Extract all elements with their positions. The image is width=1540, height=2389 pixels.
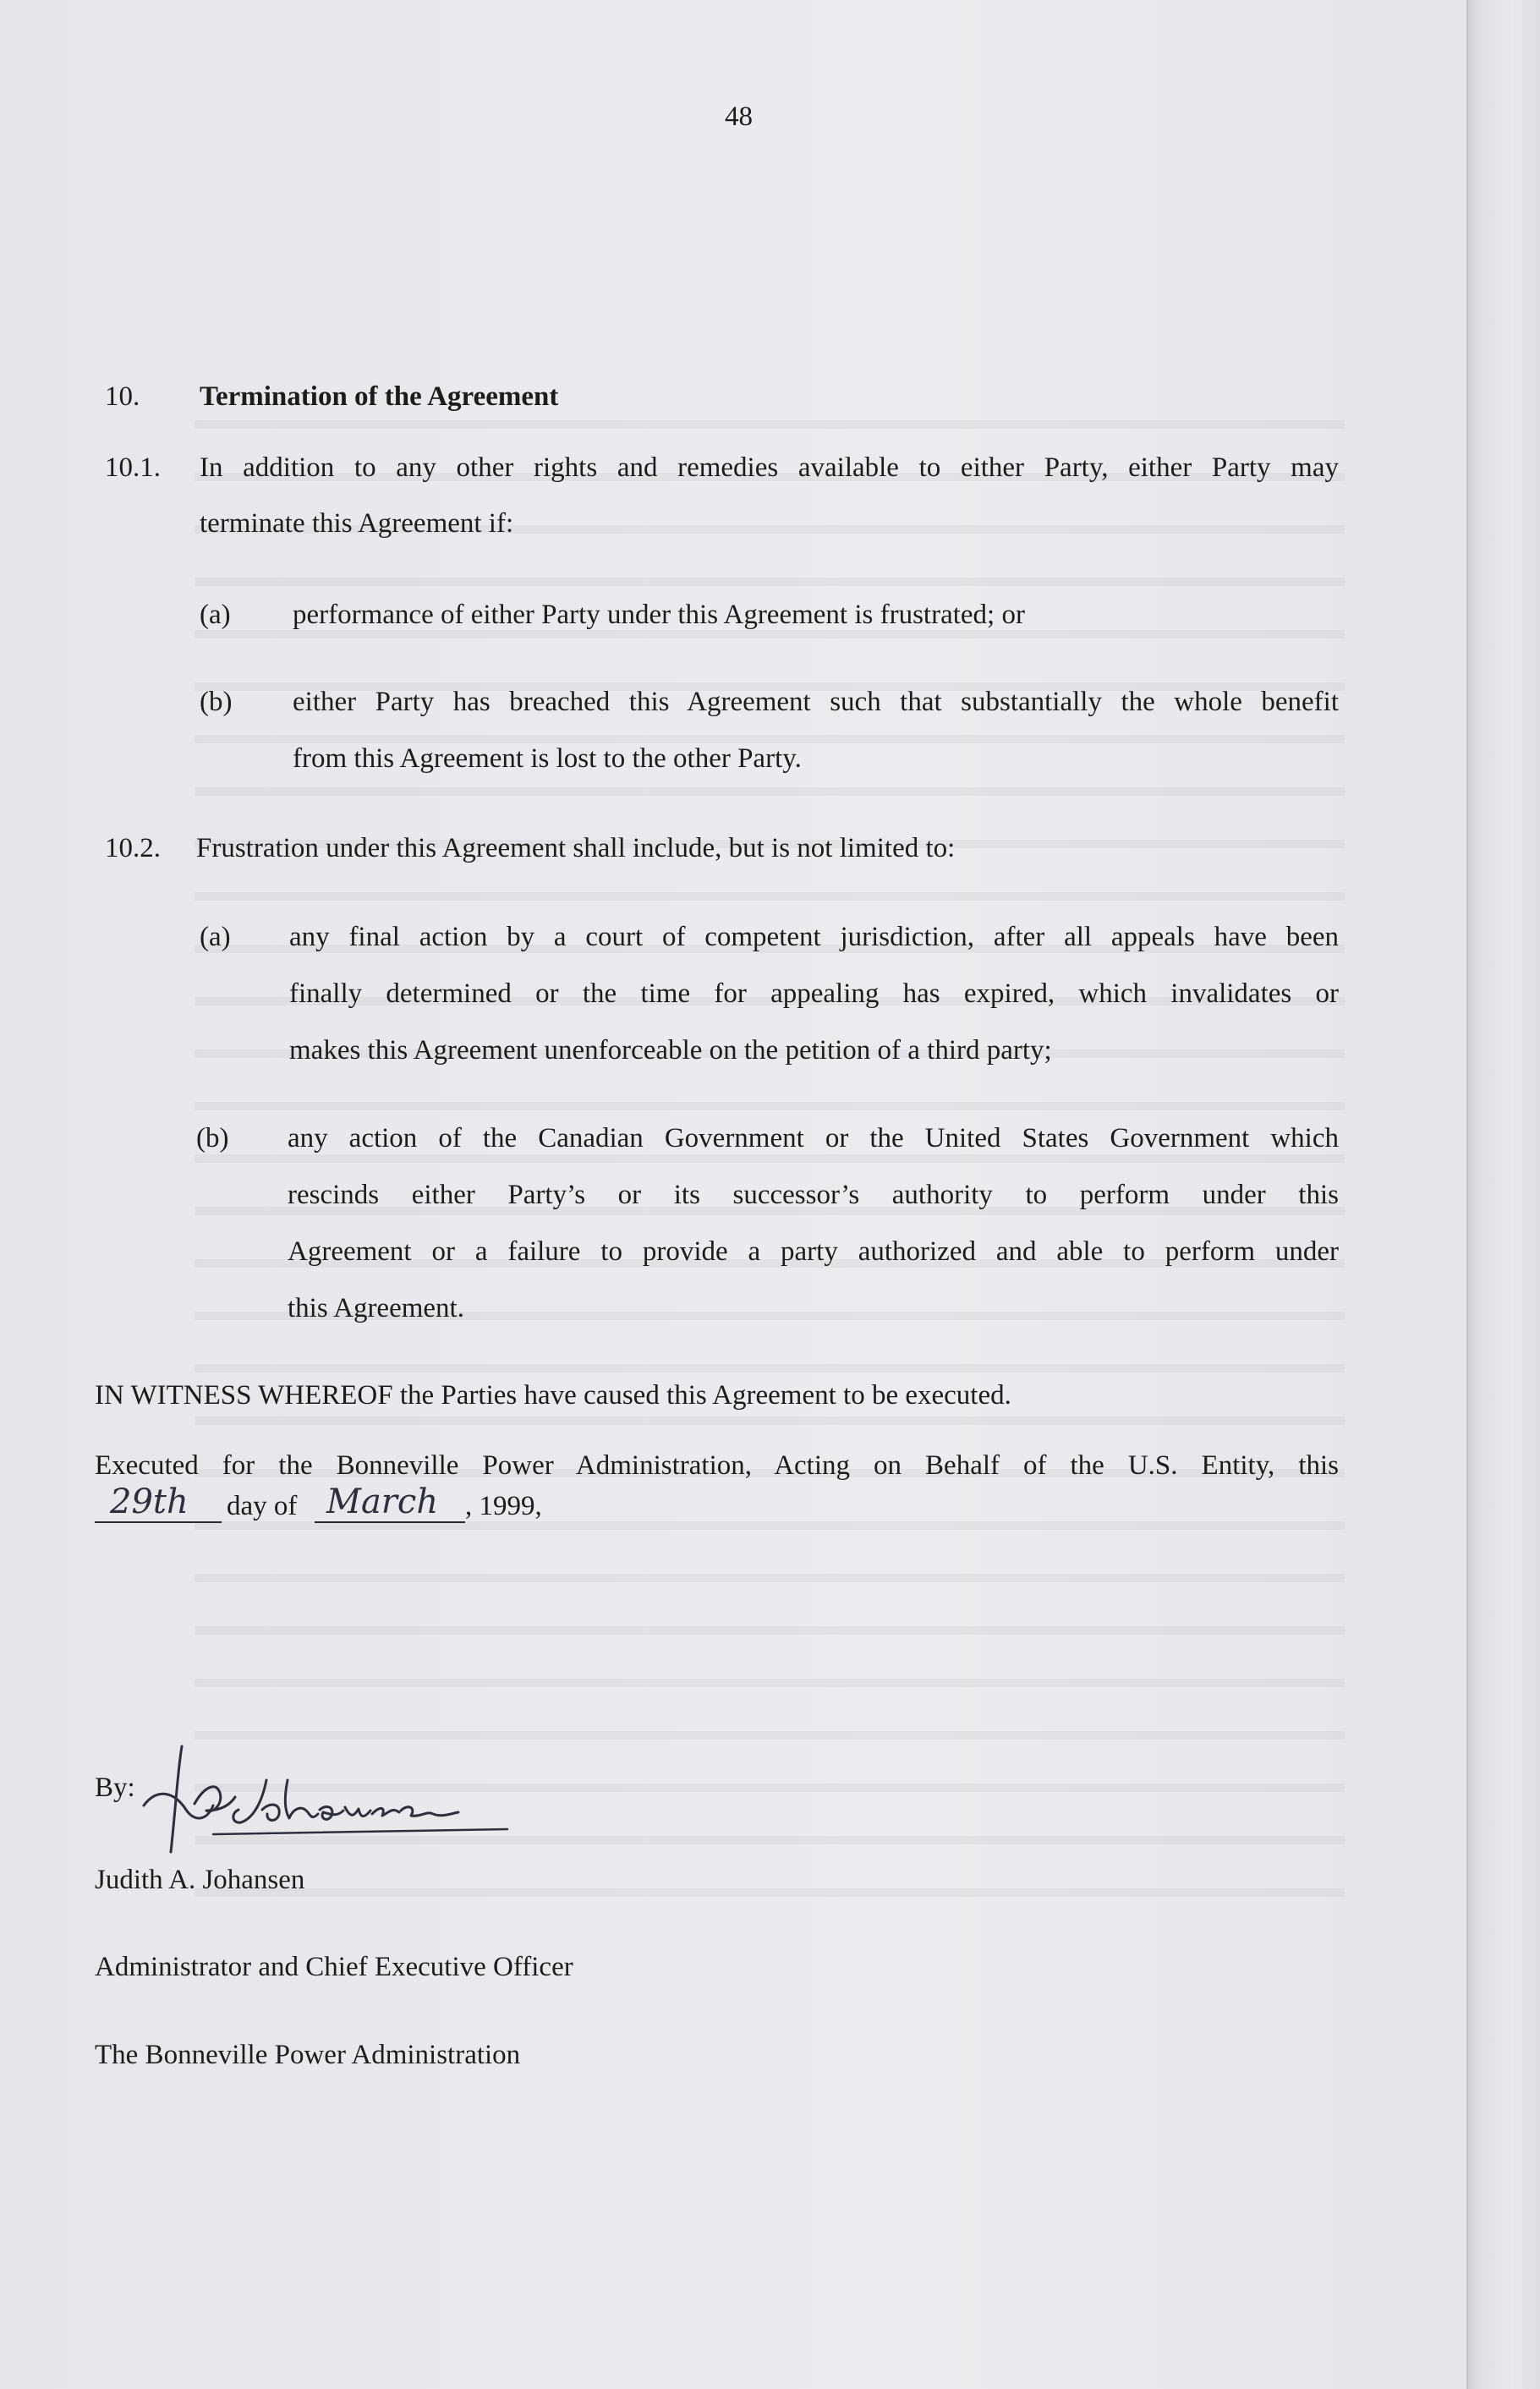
signatory-name: Judith A. Johansen (95, 1865, 305, 1895)
clause-10-1-line-2: terminate this Agreement if: (200, 508, 514, 539)
clause-10-2-number: 10.2. (105, 833, 161, 863)
page-binding-edge (1466, 0, 1540, 2389)
page-number: 48 (725, 101, 753, 132)
month-underline (315, 1521, 465, 1523)
clause-10-1-b-line-2: from this Agreement is lost to the other Party. (293, 743, 802, 774)
by-label: By: (95, 1773, 135, 1803)
clause-10-1-line-1: In addition to any other rights and remedies available to either Party, either Party may (200, 452, 1339, 483)
organization-name: The Bonneville Power Administration (95, 2040, 521, 2070)
clause-10-1-a-label: (a) (200, 600, 231, 630)
day-underline (95, 1521, 222, 1523)
witness-statement: IN WITNESS WHEREOF the Parties have caused this Agreement to be executed. (95, 1380, 1011, 1411)
year-text: , 1999, (465, 1491, 542, 1521)
clause-10-2-b-line-4: this Agreement. (288, 1293, 464, 1323)
clause-10-2-b-line-2: rescinds either Party’s or its successor’s authority to perform under this (288, 1180, 1339, 1210)
clause-10-1-b-line-1: either Party has breached this Agreement such that substantially the whole benefit (293, 687, 1339, 717)
signatory-title: Administrator and Chief Executive Officer (95, 1952, 573, 1982)
clause-10-2-a-label: (a) (200, 922, 231, 952)
executed-line: Executed for the Bonneville Power Administration, Acting on Behalf of the U.S. Entity, this (95, 1450, 1339, 1481)
clause-10-1-number: 10.1. (105, 452, 161, 483)
clause-10-2-a-line-1: any final action by a court of competent jurisdiction, after all appeals have been (289, 922, 1339, 952)
handwritten-day: 29th (110, 1482, 189, 1521)
day-of-text: day of (227, 1491, 298, 1521)
handwritten-month: March (326, 1482, 439, 1521)
handwritten-signature (135, 1729, 524, 1856)
section-title: Termination of the Agreement (200, 381, 559, 412)
section-number: 10. (105, 381, 140, 412)
clause-10-1-a-text: performance of either Party under this Agreement is frustrated; or (293, 600, 1025, 630)
clause-10-2-a-line-3: makes this Agreement unenforceable on the petition of a third party; (289, 1035, 1052, 1066)
clause-10-2-b-line-3: Agreement or a failure to provide a party authorized and able to perform under (288, 1236, 1339, 1267)
clause-10-2-b-label: (b) (196, 1123, 229, 1153)
clause-10-2-a-line-2: finally determined or the time for appealing has expired, which invalidates or (289, 978, 1339, 1009)
clause-10-1-b-label: (b) (200, 687, 233, 717)
clause-10-2-line-1: Frustration under this Agreement shall include, but is not limited to: (196, 833, 956, 863)
clause-10-2-b-line-1: any action of the Canadian Government or the United States Government which (288, 1123, 1339, 1153)
